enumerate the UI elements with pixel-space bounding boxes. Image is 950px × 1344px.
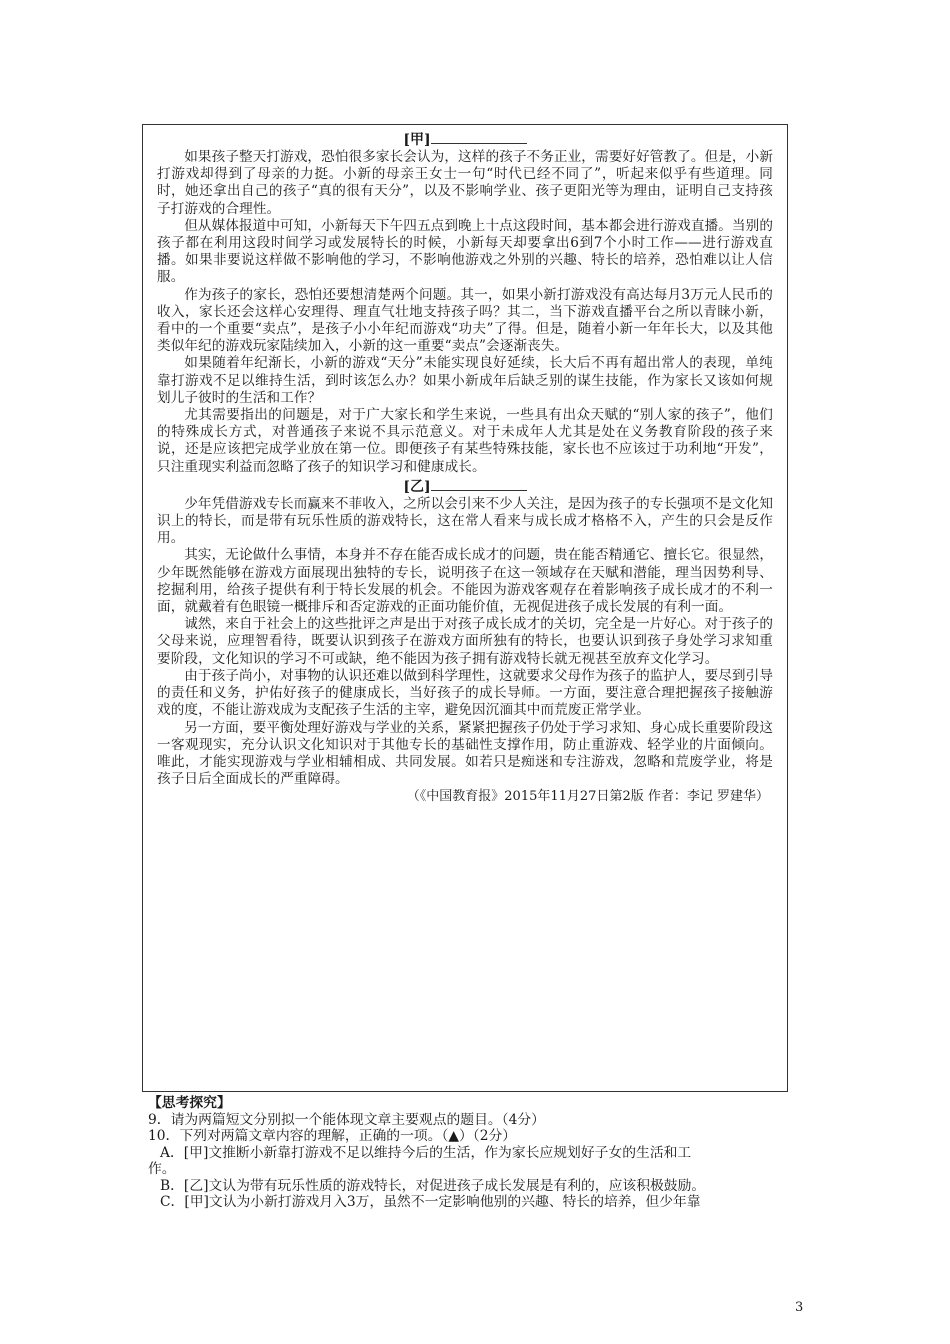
question-9: 9．请为两篇短文分别拟一个能体现文章主要观点的题目。（4分） [148,1111,545,1128]
option-c: C．[甲]文认为小新打游戏月入3万，虽然不一定影响他别的兴趣、特长的培养，但少年靠 [160,1194,701,1210]
yi-paragraph: 诚然，来自于社会上的这些批评之声是出于对孩子成长成才的关切，完全是一片好心。对于孩子的父母来说，应理智看待，既要认识到孩子在游戏方面所独有的特长，也要认识到孩子身处学习求知重要阶段，文化知识的学习不可或缺，绝不能因为孩子拥有游戏特长就无视甚至放弃文化学习。 [157,616,774,667]
yi-paragraph: 其实，无论做什么事情，本身并不存在能否成长成才的问题，贵在能否精通它、擅长它。很显然，少年既然能够在游戏方面展现出独特的专长，说明孩子在这一领域存在天赋和潜能，理当因势利导、挖掘利用，给孩子提供有利于特长发展的机会。不能因为游戏客观存在着影响孩子成长成才的不利一面，就戴着有色眼镜一概排斥和否定游戏的正面功能价值，无视促进孩子成长发展的有利一面。 [157,547,774,616]
option-a-continued: 作。 [148,1161,176,1177]
question-10: 10．下列对两篇文章内容的理解，正确的一项。（▲）（2分） [148,1128,517,1144]
page-number: 3 [795,1300,804,1315]
jia-heading: [甲] [157,131,773,149]
jia-paragraph: 尤其需要指出的问题是，对于广大家长和学生来说，一些具有出众天赋的“别人家的孩子”，他们的特殊成长方式，对普通孩子来说不具示范意义。对于未成年人尤其是处在义务教育阶段的孩子来说，还是应该把完成学业放在第一位。即便孩子有某些特殊技能，家长也不应该过于功利地“开发”，只注重现实利益而忽略了孩子的知识学习和健康成长。 [157,407,773,475]
option-a: A．[甲]文推断小新靠打游戏不足以维持今后的生活，作为家长应规划好子女的生活和工 [160,1144,692,1161]
source-citation: （《中国教育报》2015年11月27日第2版 作者：李记 罗建华） [406,789,769,805]
passage-box [142,124,788,1092]
title-blank-line [431,131,527,144]
questions-section [148,1095,820,1211]
section-tag: 【思考探究】 [148,1095,231,1111]
jia-paragraph: 如果孩子整天打游戏，恐怕很多家长会认为，这样的孩子不务正业，需要好好管教了。但是，小新打游戏却得到了母亲的力挺。小新的母亲王女士一句“时代已经不同了”，听起来似乎有些道理。同时，她还拿出自己的孩子“真的很有天分”，以及不影响学业、孩子更阳光等为理由，证明自己支持孩子打游戏的合理性。 [157,149,774,217]
jia-paragraph: 但从媒体报道中可知，小新每天下午四五点到晚上十点这段时间，基本都会进行游戏直播。当别的孩子都在利用这段时间学习或发展特长的时候，小新每天却要拿出6到7个小时工作——进行游戏直播。如果非要说这样做不影响他的学习，不影响他游戏之外别的兴趣、特长的培养，恐怕难以让人信服。 [157,217,774,286]
yi-heading: [乙] [157,478,773,496]
option-b: B．[乙]文认为带有玩乐性质的游戏特长，对促进孩子成长发展是有利的，应该积极鼓励。 [160,1177,706,1194]
title-blank-line [431,478,527,491]
yi-paragraph: 另一方面，要平衡处理好游戏与学业的关系，紧紧把握孩子仍处于学习求知、身心成长重要阶段这一客观现实，充分认识文化知识对于其他专长的基础性支撑作用，防止重游戏、轻学业的片面倾向。唯此，才能实现游戏与学业相辅相成、共同发展。如若只是痴迷和专注游戏，忽略和荒废学业，将是孩子日后全面成长的严重障碍。 [157,719,774,788]
yi-paragraph: 少年凭借游戏专长而赢来不菲收入，之所以会引来不少人关注，是因为孩子的专长强项不是文化知识上的特长，而是带有玩乐性质的游戏特长，这在常人看来与成长成才格格不入，产生的只会是反作用。 [157,495,774,547]
jia-paragraph: 如果随着年纪渐长，小新的游戏“天分”未能实现良好延续，长大后不再有超出常人的表现，单纯靠打游戏不足以维持生活，到时该怎么办？如果小新成年后缺乏别的谋生技能，作为家长又该如何规划儿子彼时的生活和工作？ [157,355,773,406]
yi-paragraph: 由于孩子尚小，对事物的认识还难以做到科学理性，这就要求父母作为孩子的监护人，要尽到引导的责任和义务，护佑好孩子的健康成长，当好孩子的成长导师。一方面，要注意合理把握孩子接触游戏的度，不能让游戏成为支配孩子生活的主宰，避免因沉湎其中而荒废正常学业。 [157,667,774,719]
jia-paragraph: 作为孩子的家长，恐怕还要想清楚两个问题。其一，如果小新打游戏没有高达每月3万元人民币的收入，家长还会这样心安理得、理直气壮地支持孩子吗？其二，当下游戏直播平台之所以青睐小新，看中的一个重要“卖点”，是孩子小小年纪而游戏“功夫”了得。但是，随着小新一年年长大，以及其他类似年纪的游戏玩家陆续加入，小新的这一重要“卖点”会逐渐丧失。 [157,286,773,355]
